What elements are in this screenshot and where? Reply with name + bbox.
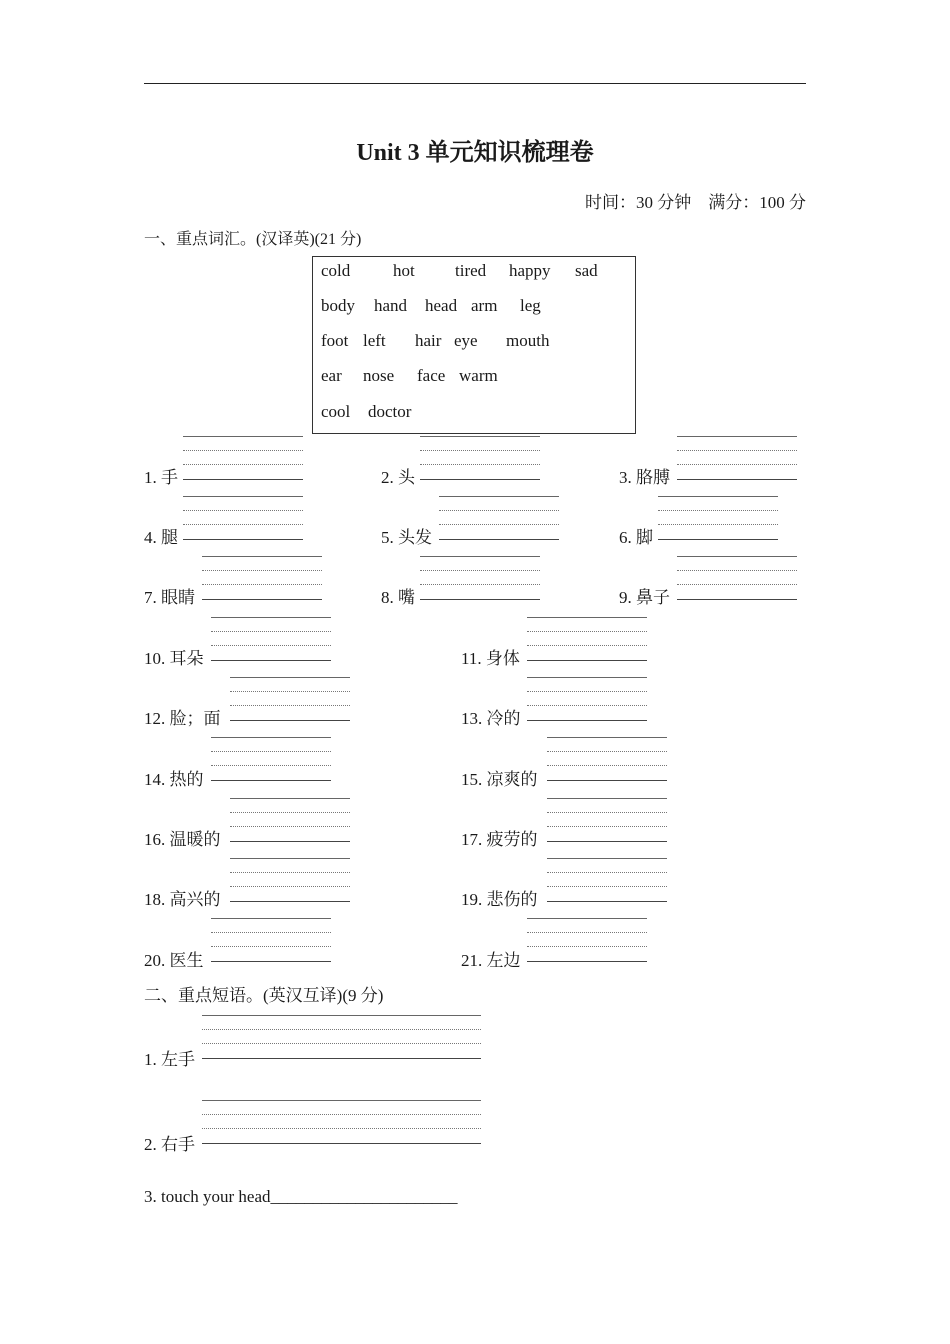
word-bank <box>312 256 636 434</box>
answer-lines[interactable] <box>202 1100 481 1144</box>
answer-lines[interactable] <box>547 858 667 902</box>
vocab-item-1: 1. 手 <box>144 468 178 487</box>
answer-lines[interactable] <box>183 496 303 540</box>
vocab-item-18: 18. 高兴的 <box>144 890 221 909</box>
vocab-item-2: 2. 头 <box>381 468 415 487</box>
word: doctor <box>368 402 412 421</box>
word: face <box>417 366 446 385</box>
vocab-item-16: 16. 温暖的 <box>144 830 221 849</box>
vocab-item-7: 7. 眼睛 <box>144 588 195 607</box>
answer-lines[interactable] <box>420 556 540 600</box>
vocab-item-14: 14. 热的 <box>144 770 204 789</box>
answer-lines[interactable] <box>677 556 797 600</box>
word: hair <box>415 331 442 350</box>
answer-lines[interactable] <box>230 677 350 721</box>
answer-lines[interactable] <box>420 436 540 480</box>
answer-lines[interactable] <box>527 617 647 661</box>
vocab-item-10: 10. 耳朵 <box>144 649 204 668</box>
vocab-item-9: 9. 鼻子 <box>619 588 670 607</box>
answer-lines[interactable] <box>658 496 778 540</box>
vocab-item-11: 11. 身体 <box>461 649 520 668</box>
word-row <box>321 366 498 386</box>
vocab-item-20: 20. 医生 <box>144 951 204 970</box>
vocab-item-6: 6. 脚 <box>619 528 653 547</box>
word: nose <box>363 366 395 385</box>
word: tired <box>455 261 487 280</box>
vocab-item-15: 15. 凉爽的 <box>461 770 538 789</box>
phrase-item-3: 3. touch your head______________________ <box>144 1187 458 1206</box>
answer-lines[interactable] <box>527 677 647 721</box>
answer-lines[interactable] <box>211 918 331 962</box>
word: warm <box>459 366 498 385</box>
vocab-item-13: 13. 冷的 <box>461 709 521 728</box>
word: sad <box>575 261 598 280</box>
word: left <box>363 331 386 350</box>
answer-lines[interactable] <box>211 617 331 661</box>
answer-lines[interactable] <box>677 436 797 480</box>
word-row <box>321 331 549 351</box>
answer-lines[interactable] <box>230 798 350 842</box>
word: happy <box>509 261 551 280</box>
vocab-item-21: 21. 左边 <box>461 951 521 970</box>
time-score-info: 时间：30 分钟 满分：100 分 <box>585 193 806 212</box>
word: ear <box>321 366 342 385</box>
answer-lines[interactable] <box>202 1015 481 1059</box>
vocab-item-8: 8. 嘴 <box>381 588 415 607</box>
answer-lines[interactable] <box>527 918 647 962</box>
vocab-item-3: 3. 胳膊 <box>619 468 670 487</box>
vocab-item-19: 19. 悲伤的 <box>461 890 538 909</box>
vocab-item-17: 17. 疲劳的 <box>461 830 538 849</box>
word: foot <box>321 331 349 350</box>
answer-lines[interactable] <box>547 737 667 781</box>
top-rule <box>144 83 806 84</box>
answer-lines[interactable] <box>211 737 331 781</box>
word: arm <box>471 296 498 315</box>
page-title: Unit 3 单元知识梳理卷 <box>356 140 594 166</box>
vocab-item-4: 4. 腿 <box>144 528 178 547</box>
phrase-item-1: 1. 左手 <box>144 1050 195 1069</box>
word: body <box>321 296 355 315</box>
word: head <box>425 296 458 315</box>
word: leg <box>520 296 541 315</box>
word: cool <box>321 402 351 421</box>
word: hand <box>374 296 408 315</box>
phrase-item-2: 2. 右手 <box>144 1135 195 1154</box>
word-row <box>321 402 411 422</box>
vocab-item-5: 5. 头发 <box>381 528 432 547</box>
word: cold <box>321 261 351 280</box>
word: mouth <box>506 331 550 350</box>
word-row <box>321 261 598 281</box>
word: eye <box>454 331 478 350</box>
answer-lines[interactable] <box>183 436 303 480</box>
word-row <box>321 296 541 316</box>
answer-lines[interactable] <box>439 496 559 540</box>
section1-heading: 一、重点词汇。(汉译英)(21 分) <box>144 231 362 248</box>
section2-heading: 二、重点短语。(英汉互译)(9 分) <box>144 986 384 1005</box>
answer-lines[interactable] <box>202 556 322 600</box>
word: hot <box>393 261 415 280</box>
answer-lines[interactable] <box>547 798 667 842</box>
answer-lines[interactable] <box>230 858 350 902</box>
vocab-item-12: 12. 脸；面 <box>144 709 221 728</box>
